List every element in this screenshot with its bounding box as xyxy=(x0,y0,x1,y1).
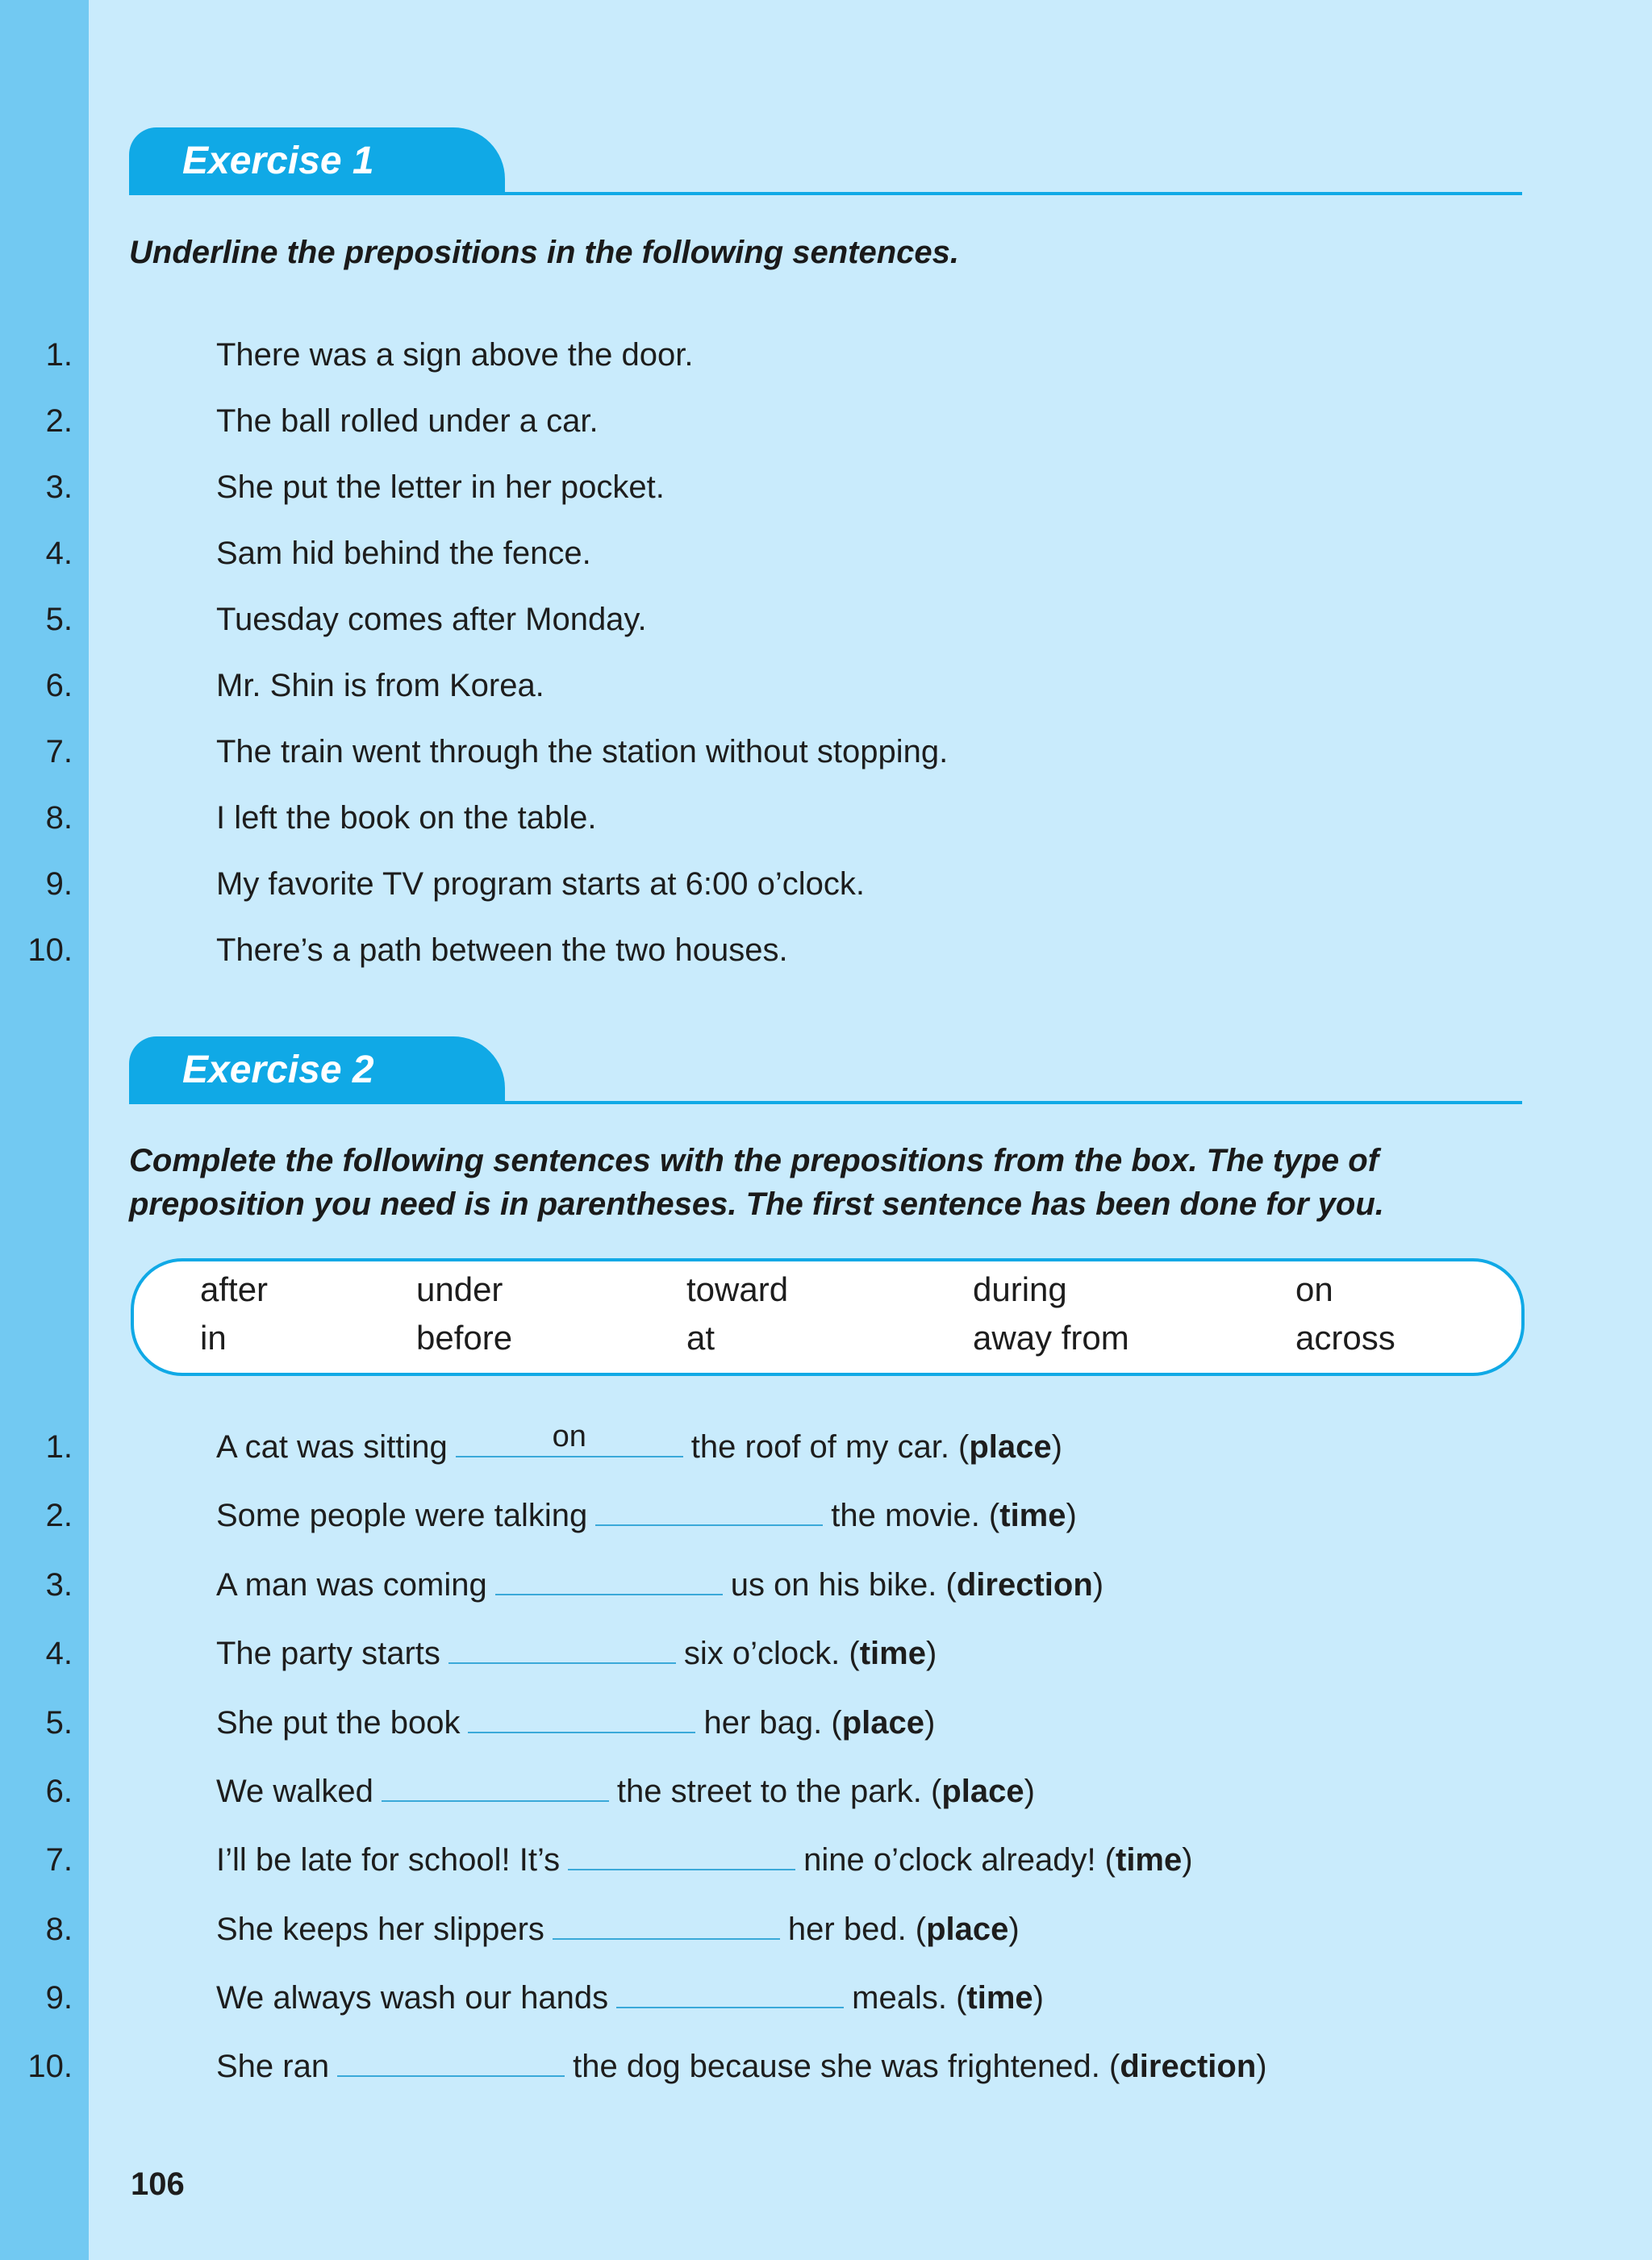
word-box-option: under xyxy=(416,1270,503,1308)
item-sentence xyxy=(216,1758,1035,1826)
exercise-2-header xyxy=(129,1036,1522,1104)
exercise-1-item xyxy=(0,388,1533,454)
sentence-start: We walked xyxy=(216,1774,373,1809)
sentence-start: I’ll be late for school! It’s xyxy=(216,1842,561,1878)
closing-paren: ) xyxy=(1051,1429,1062,1465)
exercise-2-item xyxy=(0,1550,1533,1620)
word-box-option: in xyxy=(200,1319,227,1357)
item-number: 2. xyxy=(45,403,73,439)
closing-paren: ) xyxy=(925,1636,937,1671)
answer-blank[interactable] xyxy=(468,1699,695,1733)
preposition-word-box xyxy=(131,1258,1525,1376)
sentence-start: The party starts xyxy=(216,1636,440,1671)
word-box-option: after xyxy=(200,1270,269,1308)
preposition-type: place xyxy=(841,1705,924,1741)
answer-blank[interactable] xyxy=(495,1562,723,1595)
word-box-option: on xyxy=(1295,1270,1333,1308)
sentence-end: meals. ( xyxy=(852,1980,967,2016)
word-box-option: during xyxy=(973,1270,1067,1308)
closing-paren: ) xyxy=(1032,1980,1044,2016)
preposition-type: direction xyxy=(1120,2049,1257,2084)
sentence-end: six o’clock. ( xyxy=(683,1636,860,1671)
exercise-1-instruction: Underline the prepositions in the following sentences. xyxy=(129,235,960,270)
item-number: 7. xyxy=(45,1842,73,1878)
exercise-1-item xyxy=(0,586,1533,653)
item-sentence xyxy=(216,1964,1044,2033)
exercise-1-list xyxy=(0,322,1533,983)
item-number: 5. xyxy=(45,602,73,637)
sentence-end: the movie. ( xyxy=(831,1498,1000,1533)
item-sentence xyxy=(216,1826,1193,1895)
exercise-1-item xyxy=(0,851,1533,917)
item-number: 10. xyxy=(27,2049,73,2084)
preposition-type: place xyxy=(969,1429,1052,1465)
sentence-start: A cat was sitting xyxy=(216,1429,448,1465)
item-number: 3. xyxy=(45,1567,73,1603)
item-number: 10. xyxy=(27,932,73,968)
sentence-start: We always wash our hands xyxy=(216,1980,609,2016)
closing-paren: ) xyxy=(924,1705,936,1741)
item-sentence xyxy=(216,1413,1062,1482)
item-number: 4. xyxy=(45,1636,73,1671)
item-sentence[interactable]: The ball rolled under a car. xyxy=(216,403,599,439)
preposition-type: time xyxy=(1116,1842,1183,1878)
preposition-type: time xyxy=(859,1636,926,1671)
sentence-start: A man was coming xyxy=(216,1567,487,1603)
answer-blank[interactable] xyxy=(456,1420,683,1457)
item-sentence[interactable]: There was a sign above the door. xyxy=(216,337,694,373)
item-number: 8. xyxy=(45,800,73,836)
answer-blank[interactable] xyxy=(568,1837,795,1870)
item-sentence[interactable]: Tuesday comes after Monday. xyxy=(216,602,647,637)
item-number: 4. xyxy=(45,536,73,571)
word-box-option: across xyxy=(1295,1319,1395,1357)
answer-blank[interactable] xyxy=(448,1630,676,1664)
sentence-end: the dog because she was frightened. ( xyxy=(573,2049,1120,2084)
answer-blank[interactable] xyxy=(616,1974,844,2008)
item-number: 1. xyxy=(45,1429,73,1465)
answer-blank[interactable] xyxy=(595,1492,823,1526)
sentence-end: her bag. ( xyxy=(703,1705,842,1741)
closing-paren: ) xyxy=(1066,1498,1077,1533)
item-number: 6. xyxy=(45,668,73,703)
page-number: 106 xyxy=(131,2166,185,2202)
exercise-2-list xyxy=(0,1413,1533,2101)
word-box-option: toward xyxy=(686,1270,789,1308)
item-sentence[interactable]: There’s a path between the two houses. xyxy=(216,932,788,968)
item-number: 9. xyxy=(45,1980,73,2016)
preposition-type: time xyxy=(999,1498,1066,1533)
preposition-type: time xyxy=(966,1980,1033,2016)
closing-paren: ) xyxy=(1182,1842,1193,1878)
sentence-start: Some people were talking xyxy=(216,1498,588,1533)
item-sentence[interactable]: My favorite TV program starts at 6:00 o’clock. xyxy=(216,866,866,902)
sentence-start: She keeps her slippers xyxy=(216,1912,544,1947)
item-sentence[interactable]: Sam hid behind the fence. xyxy=(216,536,591,571)
exercise-2-rule xyxy=(505,1101,1522,1104)
exercise-1-item xyxy=(0,454,1533,520)
sentence-start: She ran xyxy=(216,2049,330,2084)
sentence-end: the roof of my car. ( xyxy=(690,1429,970,1465)
word-box-option: at xyxy=(686,1319,715,1357)
exercise-2-item xyxy=(0,1895,1533,1964)
item-number: 9. xyxy=(45,866,73,902)
item-sentence xyxy=(216,1620,937,1688)
exercise-1-header xyxy=(129,127,1522,195)
item-number: 2. xyxy=(45,1498,73,1533)
item-number: 5. xyxy=(45,1705,73,1741)
exercise-2-title: Exercise 2 xyxy=(182,1049,374,1091)
item-sentence xyxy=(216,1688,935,1758)
exercise-2-item xyxy=(0,1758,1533,1826)
exercise-2-item xyxy=(0,1688,1533,1758)
exercise-1-item xyxy=(0,520,1533,586)
item-sentence[interactable]: The train went through the station without stopping. xyxy=(216,734,949,769)
answer-blank[interactable] xyxy=(337,2043,565,2077)
closing-paren: ) xyxy=(1008,1912,1020,1947)
item-number: 1. xyxy=(45,337,73,373)
exercise-1-item xyxy=(0,322,1533,388)
word-box-option: away from xyxy=(973,1319,1129,1357)
preposition-type: place xyxy=(941,1774,1024,1809)
sentence-start: She put the book xyxy=(216,1705,461,1741)
answer-text: on xyxy=(552,1420,586,1453)
preposition-type: place xyxy=(926,1912,1009,1947)
exercise-2-item xyxy=(0,1413,1533,1482)
sentence-end: us on his bike. ( xyxy=(730,1567,957,1603)
exercise-1-item xyxy=(0,653,1533,719)
closing-paren: ) xyxy=(1024,1774,1035,1809)
item-sentence xyxy=(216,2033,1267,2101)
exercise-2-tab xyxy=(129,1036,505,1104)
exercise-2-item xyxy=(0,1482,1533,1550)
exercise-1-item xyxy=(0,719,1533,785)
item-sentence xyxy=(216,1895,1020,1964)
closing-paren: ) xyxy=(1256,2049,1267,2084)
item-sentence[interactable]: I left the book on the table. xyxy=(216,800,597,836)
exercise-2-item xyxy=(0,1964,1533,2033)
answer-blank[interactable] xyxy=(382,1768,609,1802)
sentence-end: her bed. ( xyxy=(787,1912,927,1947)
item-number: 8. xyxy=(45,1912,73,1947)
item-sentence[interactable]: She put the letter in her pocket. xyxy=(216,469,665,505)
exercise-1-tab xyxy=(129,127,505,195)
exercise-1-rule xyxy=(505,192,1522,195)
exercise-1-item xyxy=(0,917,1533,983)
item-number: 6. xyxy=(45,1774,73,1809)
answer-blank[interactable] xyxy=(553,1906,780,1940)
item-sentence[interactable]: Mr. Shin is from Korea. xyxy=(216,668,544,703)
exercise-2-item xyxy=(0,1620,1533,1688)
word-box-option: before xyxy=(416,1319,513,1357)
exercise-1-item xyxy=(0,785,1533,851)
sentence-end: the street to the park. ( xyxy=(616,1774,942,1809)
item-sentence xyxy=(216,1482,1077,1550)
exercise-2-item xyxy=(0,1826,1533,1895)
item-number: 3. xyxy=(45,469,73,505)
exercise-1-title: Exercise 1 xyxy=(182,140,374,182)
item-sentence xyxy=(216,1550,1103,1620)
sentence-end: nine o’clock already! ( xyxy=(803,1842,1116,1878)
closing-paren: ) xyxy=(1092,1567,1104,1603)
exercise-2-item xyxy=(0,2033,1533,2101)
item-number: 7. xyxy=(45,734,73,769)
exercise-2-instruction: Complete the following sentences with the prepositions from the box. The type of preposition you need is in parentheses. The first sentence has been done for you. xyxy=(129,1143,1384,1222)
preposition-type: direction xyxy=(956,1567,1093,1603)
